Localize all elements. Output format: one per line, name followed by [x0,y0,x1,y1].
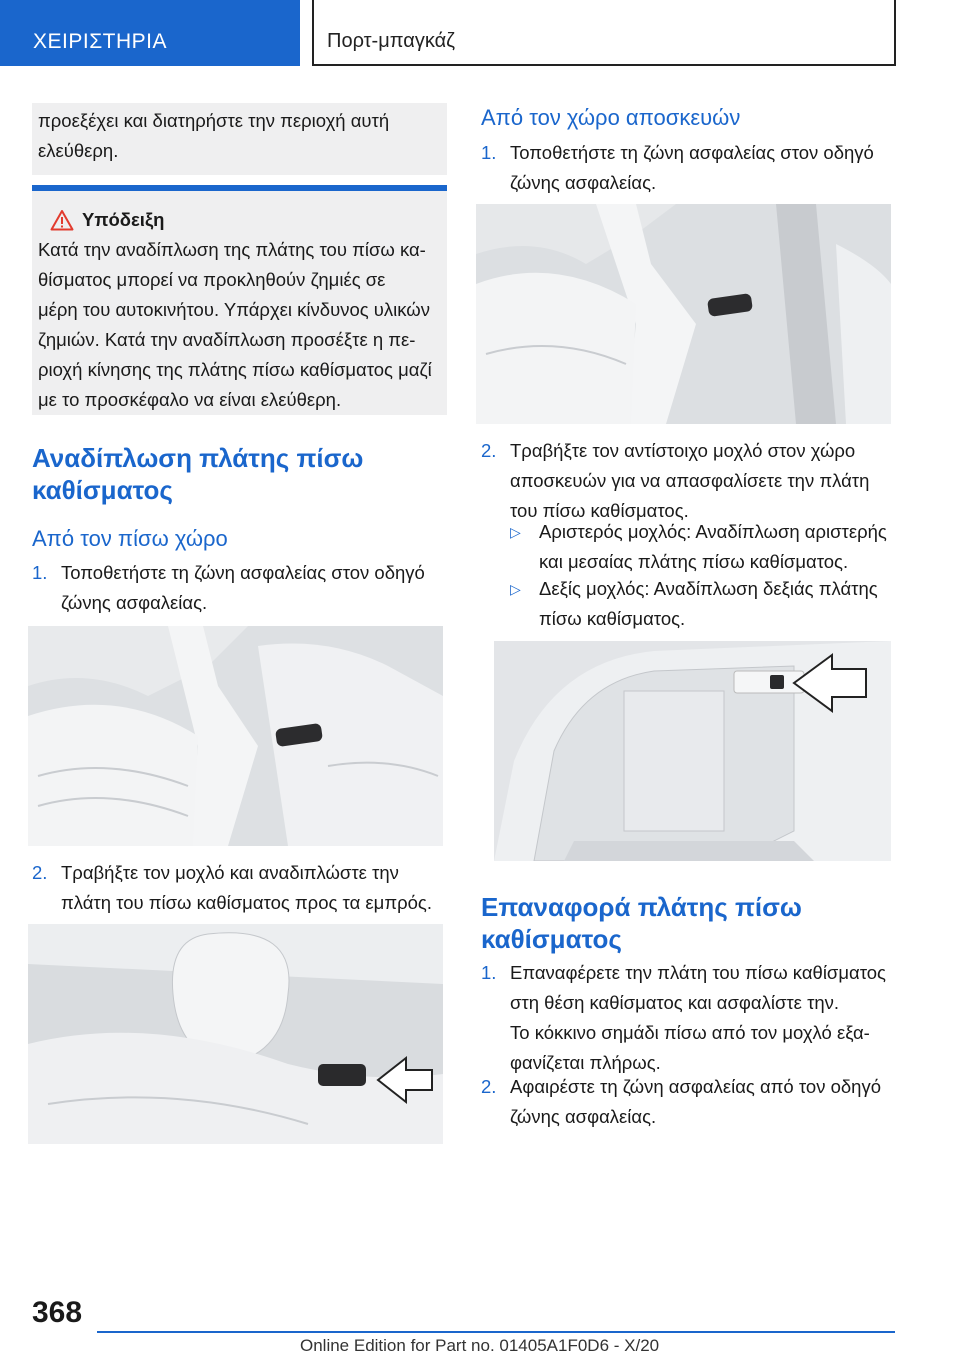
step-line: Τοποθετήστε τη ζώνη ασφαλείας στον οδηγό [510,142,874,163]
note-line: με το προσκέφαλο να είναι ελεύθερη. [38,389,342,410]
bullet-line: Αριστερός μοχλός: Αναδίπλωση αριστερής [539,521,887,542]
bullet-line: και μεσαίας πλάτης πίσω καθίσματος. [539,551,849,572]
step-number: 1. [481,962,497,983]
bullet-line: πίσω καθίσματος. [539,608,686,629]
note-title: Υπόδειξη [82,209,165,230]
chapter-header [312,0,896,66]
step-number: 2. [481,440,497,461]
step-item [481,1072,901,1132]
subheading: Από τον χώρο αποσκευών [481,105,741,130]
step-number: 1. [481,142,497,163]
step-line: ζώνης ασφαλείας. [510,172,657,193]
note-line: μέρη του αυτοκινήτου. Υπάρχει κίνδυνος υλικών [38,299,430,320]
step-line: Τραβήξτε τον αντίστοιχο μοχλό στον χώρο [510,440,856,461]
heading-line: Επαναφορά πλάτης πίσω [481,892,802,922]
note-line: θίσματος μπορεί να προκληθούν ζημιές σε [38,269,386,290]
step-number: 2. [481,1076,497,1097]
edition-text: Online Edition for Part no. 01405A1F0D6 - X/20 [300,1336,660,1355]
heading-line: Αναδίπλωση πλάτης πίσω [32,443,364,473]
step-item [32,558,447,618]
step-line: Επαναφέρετε την πλάτη του πίσω καθίσματος [510,962,886,983]
note-line: Κατά την αναδίπλωση της πλάτης του πίσω κα- [38,239,426,260]
bullet-line: Δεξίς μοχλός: Αναδίπλωση δεξιάς πλάτης [539,578,878,599]
step-line: αποσκευών για να απασφαλίσετε την πλάτη [510,470,870,491]
text-line: ελεύθερη. [38,140,119,161]
bullet-item [510,517,900,577]
section-heading [481,891,802,955]
rear-seat-belt-illustration [28,626,443,846]
step-line: ζώνης ασφαλείας. [510,1106,657,1127]
text-line: προεξέχει και διατηρήστε την περιοχή αυτή [38,110,390,131]
step-item [32,858,447,918]
step-number: 2. [32,862,48,883]
subheading: Από τον πίσω χώρο [32,526,228,551]
section-title: ΧΕΙΡΙΣΤΗΡΙΑ [33,30,168,53]
heading-line: καθίσματος [32,475,173,505]
note-line: ζημιών. Κατά την αναδίπλωση προσέξτε η πε- [38,329,416,350]
section-heading [32,442,363,506]
seat-lever-illustration [28,924,443,1144]
step-line: Τραβήξτε τον μοχλό και αναδιπλώστε την [61,862,399,883]
cargo-lever-illustration [494,641,891,861]
triangle-right-icon: ▷ [510,581,521,597]
bullet-item [510,574,900,634]
triangle-right-icon: ▷ [510,524,521,540]
section-tab [0,0,300,66]
step-number: 1. [32,562,48,583]
step-line: φανίζεται πλήρως. [510,1052,661,1073]
step-line: στη θέση καθίσματος και ασφαλίστε την. [510,992,840,1013]
step-line: ζώνης ασφαλείας. [61,592,208,613]
footer-rule [97,1331,895,1333]
chapter-title: Πορτ-μπαγκάζ [327,30,455,52]
step-line: Αφαιρέστε τη ζώνη ασφαλείας από τον οδηγό [510,1076,881,1097]
cargo-belt-illustration [476,204,891,424]
step-item [481,138,896,198]
step-line: Τοποθετήστε τη ζώνη ασφαλείας στον οδηγό [61,562,425,583]
continued-text-box [32,103,447,175]
step-line: Το κόκκινο σημάδι πίσω από τον μοχλό εξα- [510,1022,870,1043]
heading-line: καθίσματος [481,924,622,954]
step-item [481,958,901,1018]
step-note [481,1018,901,1078]
warning-triangle-icon [50,209,74,231]
note-line: ριοχή κίνησης της πλάτης πίσω καθίσματος μαζί [38,359,432,380]
step-line: του πίσω καθίσματος. [510,500,689,521]
step-item [481,436,896,526]
page-number: 368 [32,1296,83,1329]
step-line: πλάτη του πίσω καθίσματος προς τα εμπρός. [61,892,432,913]
note-box [32,191,447,415]
